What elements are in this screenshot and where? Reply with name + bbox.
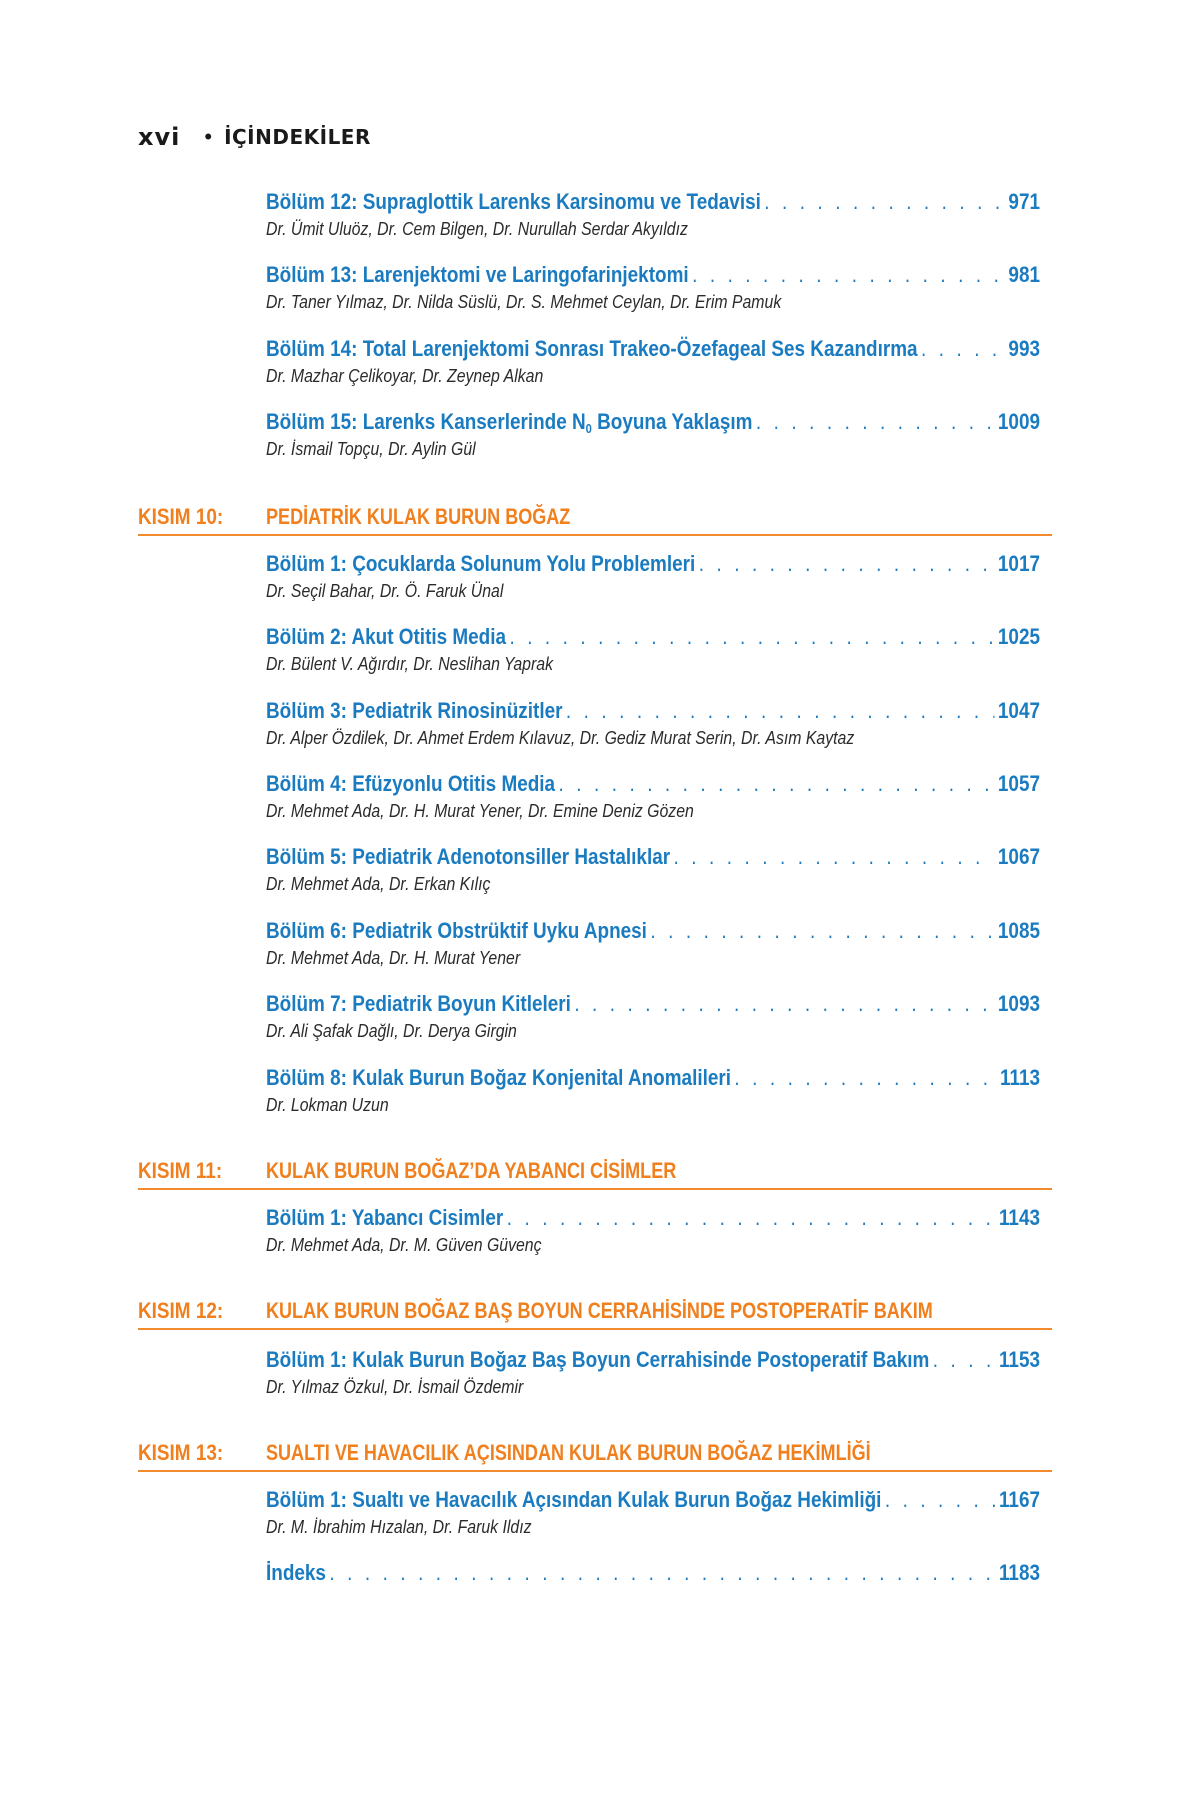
running-head-title: İÇİNDEKİLER: [224, 125, 371, 149]
entry-title[interactable]: İndeks: [266, 1560, 326, 1585]
entry-title-line[interactable]: [266, 622, 1040, 652]
toc-entry[interactable]: [266, 696, 1040, 750]
toc-entry[interactable]: [266, 1063, 1040, 1117]
entry-title-line[interactable]: [266, 1558, 1040, 1588]
entry-page: 1057: [997, 771, 1040, 796]
entry-title-line[interactable]: [266, 842, 1040, 872]
entry-title[interactable]: Bölüm 3: Pediatrik Rinosinüzitler: [266, 698, 563, 723]
part-title[interactable]: PEDİATRİK KULAK BURUN BOĞAZ: [266, 504, 571, 529]
toc-entry[interactable]: [266, 334, 1040, 388]
dot-leader: [566, 696, 995, 726]
entry-title-line[interactable]: [266, 187, 1040, 217]
toc-entry[interactable]: [266, 842, 1040, 896]
dot-leader: [574, 989, 994, 1019]
entry-page: 1113: [999, 1065, 1040, 1090]
entry-page: 993: [1008, 336, 1040, 361]
toc-entry[interactable]: [266, 260, 1040, 314]
dot-leader: [699, 549, 995, 579]
dot-leader: [329, 1558, 995, 1588]
dot-leader: [650, 916, 994, 946]
part-label: KISIM 11:: [138, 1158, 223, 1183]
toc-entry-index[interactable]: [266, 1558, 1040, 1588]
dot-leader: [756, 407, 995, 437]
dot-leader: [734, 1063, 996, 1093]
entry-title-part: Boyuna Yaklaşım: [591, 409, 753, 434]
entry-title-part: Bölüm 15: Larenks Kanserlerinde N: [266, 409, 586, 434]
entry-page: 1153: [998, 1347, 1040, 1372]
toc-entry[interactable]: [266, 549, 1040, 603]
entry-authors: Dr. Seçil Bahar, Dr. Ö. Faruk Ünal: [266, 581, 504, 601]
entry-title[interactable]: Bölüm 7: Pediatrik Boyun Kitleleri: [266, 991, 571, 1016]
entry-title-line[interactable]: [266, 1345, 1040, 1375]
entry-authors: Dr. Mehmet Ada, Dr. H. Murat Yener, Dr. Emine Deniz Gözen: [266, 801, 694, 821]
entry-authors: Dr. Lokman Uzun: [266, 1095, 389, 1115]
toc-entry[interactable]: [266, 187, 1040, 241]
entry-page: 1183: [998, 1560, 1040, 1585]
entry-title[interactable]: Bölüm 5: Pediatrik Adenotonsiller Hastalıklar: [266, 844, 671, 869]
entry-title[interactable]: Bölüm 14: Total Larenjektomi Sonrası Trakeo-Özefageal Ses Kazandırma: [266, 336, 918, 361]
entry-authors: Dr. Mehmet Ada, Dr. H. Murat Yener: [266, 948, 521, 968]
part-heading[interactable]: [138, 1436, 1052, 1472]
page-number: xvi: [138, 123, 181, 151]
entry-title[interactable]: Bölüm 1: Sualtı ve Havacılık Açısından Kulak Burun Boğaz Hekimliği: [266, 1487, 882, 1512]
dot-leader: [933, 1345, 996, 1375]
entry-title[interactable]: Bölüm 6: Pediatrik Obstrüktif Uyku Apnesi: [266, 918, 647, 943]
part-title[interactable]: KULAK BURUN BOĞAZ’DA YABANCI CİSİMLER: [266, 1158, 677, 1183]
dot-leader: [674, 842, 995, 872]
entry-page: 1143: [998, 1205, 1040, 1230]
subscript: 0: [585, 421, 592, 436]
entry-page: 981: [1008, 262, 1040, 287]
entry-page: 1067: [997, 844, 1040, 869]
entry-title-line[interactable]: [266, 1203, 1040, 1233]
entry-title-line[interactable]: [266, 407, 1040, 437]
entry-authors: Dr. Alper Özdilek, Dr. Ahmet Erdem Kılavuz, Dr. Gediz Murat Serin, Dr. Asım Kaytaz: [266, 728, 855, 748]
bullet-icon: •: [204, 124, 213, 149]
entry-authors: Dr. Bülent V. Ağırdır, Dr. Neslihan Yaprak: [266, 654, 554, 674]
entry-title-line[interactable]: [266, 260, 1040, 290]
entry-title[interactable]: Bölüm 1: Yabancı Cisimler: [266, 1205, 504, 1230]
dot-leader: [921, 334, 1005, 364]
dot-leader: [764, 187, 1005, 217]
entry-authors: Dr. İsmail Topçu, Dr. Aylin Gül: [266, 439, 476, 459]
part-label: KISIM 13:: [138, 1440, 224, 1465]
part-label: KISIM 10:: [138, 504, 224, 529]
part-heading[interactable]: [138, 500, 1052, 536]
entry-title-line[interactable]: [266, 549, 1040, 579]
part-title[interactable]: KULAK BURUN BOĞAZ BAŞ BOYUN CERRAHİSİNDE POSTOPERATİF BAKIM: [266, 1298, 933, 1323]
dot-leader: [507, 1203, 996, 1233]
toc-entry[interactable]: [266, 1485, 1040, 1539]
part-title[interactable]: SUALTI VE HAVACILIK AÇISINDAN KULAK BURUN BOĞAZ HEKİMLİĞİ: [266, 1440, 871, 1465]
entry-title[interactable]: Bölüm 2: Akut Otitis Media: [266, 624, 507, 649]
entry-page: 1047: [997, 698, 1040, 723]
entry-authors: Dr. Ümit Uluöz, Dr. Cem Bilgen, Dr. Nurullah Serdar Akyıldız: [266, 219, 688, 239]
entry-title[interactable]: Bölüm 12: Supraglottik Larenks Karsinomu ve Tedavisi: [266, 189, 761, 214]
dot-leader: [559, 769, 995, 799]
entry-page: 971: [1008, 189, 1040, 214]
entry-title[interactable]: Bölüm 8: Kulak Burun Boğaz Konjenital Anomalileri: [266, 1065, 731, 1090]
entry-title[interactable]: Bölüm 1: Kulak Burun Boğaz Baş Boyun Cerrahisinde Postoperatif Bakım: [266, 1347, 930, 1372]
entry-authors: Dr. M. İbrahim Hızalan, Dr. Faruk Ildız: [266, 1517, 532, 1537]
entry-authors: Dr. Yılmaz Özkul, Dr. İsmail Özdemir: [266, 1377, 524, 1397]
part-label: KISIM 12:: [138, 1298, 224, 1323]
entry-title[interactable]: Bölüm 13: Larenjektomi ve Laringofarinjektomi: [266, 262, 689, 287]
entry-authors: Dr. Mehmet Ada, Dr. Erkan Kılıç: [266, 874, 491, 894]
entry-title-line[interactable]: [266, 334, 1040, 364]
toc-entry[interactable]: [266, 916, 1040, 970]
toc-entry[interactable]: [266, 769, 1040, 823]
part-heading[interactable]: [138, 1154, 1052, 1190]
entry-page: 1009: [997, 409, 1040, 434]
entry-page: 1093: [997, 991, 1040, 1016]
entry-title-line[interactable]: [266, 1485, 1040, 1515]
toc-entry[interactable]: [266, 407, 1040, 461]
entry-title-line[interactable]: [266, 696, 1040, 726]
entry-page: 1085: [997, 918, 1040, 943]
entry-page: 1017: [997, 551, 1040, 576]
entry-page: 1167: [998, 1487, 1040, 1512]
entry-title[interactable]: Bölüm 4: Efüzyonlu Otitis Media: [266, 771, 556, 796]
entry-authors: Dr. Taner Yılmaz, Dr. Nilda Süslü, Dr. S. Mehmet Ceylan, Dr. Erim Pamuk: [266, 292, 782, 312]
toc-entry[interactable]: [266, 1345, 1040, 1399]
entry-title-line[interactable]: [266, 916, 1040, 946]
entry-authors: Dr. Mazhar Çelikoyar, Dr. Zeynep Alkan: [266, 366, 544, 386]
dot-leader: [885, 1485, 996, 1515]
toc-entry[interactable]: [266, 989, 1040, 1043]
entry-title-line[interactable]: [266, 1063, 1040, 1093]
entry-page: 1025: [997, 624, 1040, 649]
toc-entry[interactable]: [266, 1203, 1040, 1257]
dot-leader: [509, 622, 994, 652]
dot-leader: [692, 260, 1005, 290]
entry-title[interactable]: Bölüm 1: Çocuklarda Solunum Yolu Problemleri: [266, 551, 696, 576]
part-heading[interactable]: [138, 1294, 1052, 1330]
entry-authors: Dr. Ali Şafak Dağlı, Dr. Derya Girgin: [266, 1021, 517, 1041]
entry-authors: Dr. Mehmet Ada, Dr. M. Güven Güvenç: [266, 1235, 542, 1255]
entry-title-line[interactable]: [266, 989, 1040, 1019]
toc-entry[interactable]: [266, 622, 1040, 676]
entry-title-line[interactable]: [266, 769, 1040, 799]
